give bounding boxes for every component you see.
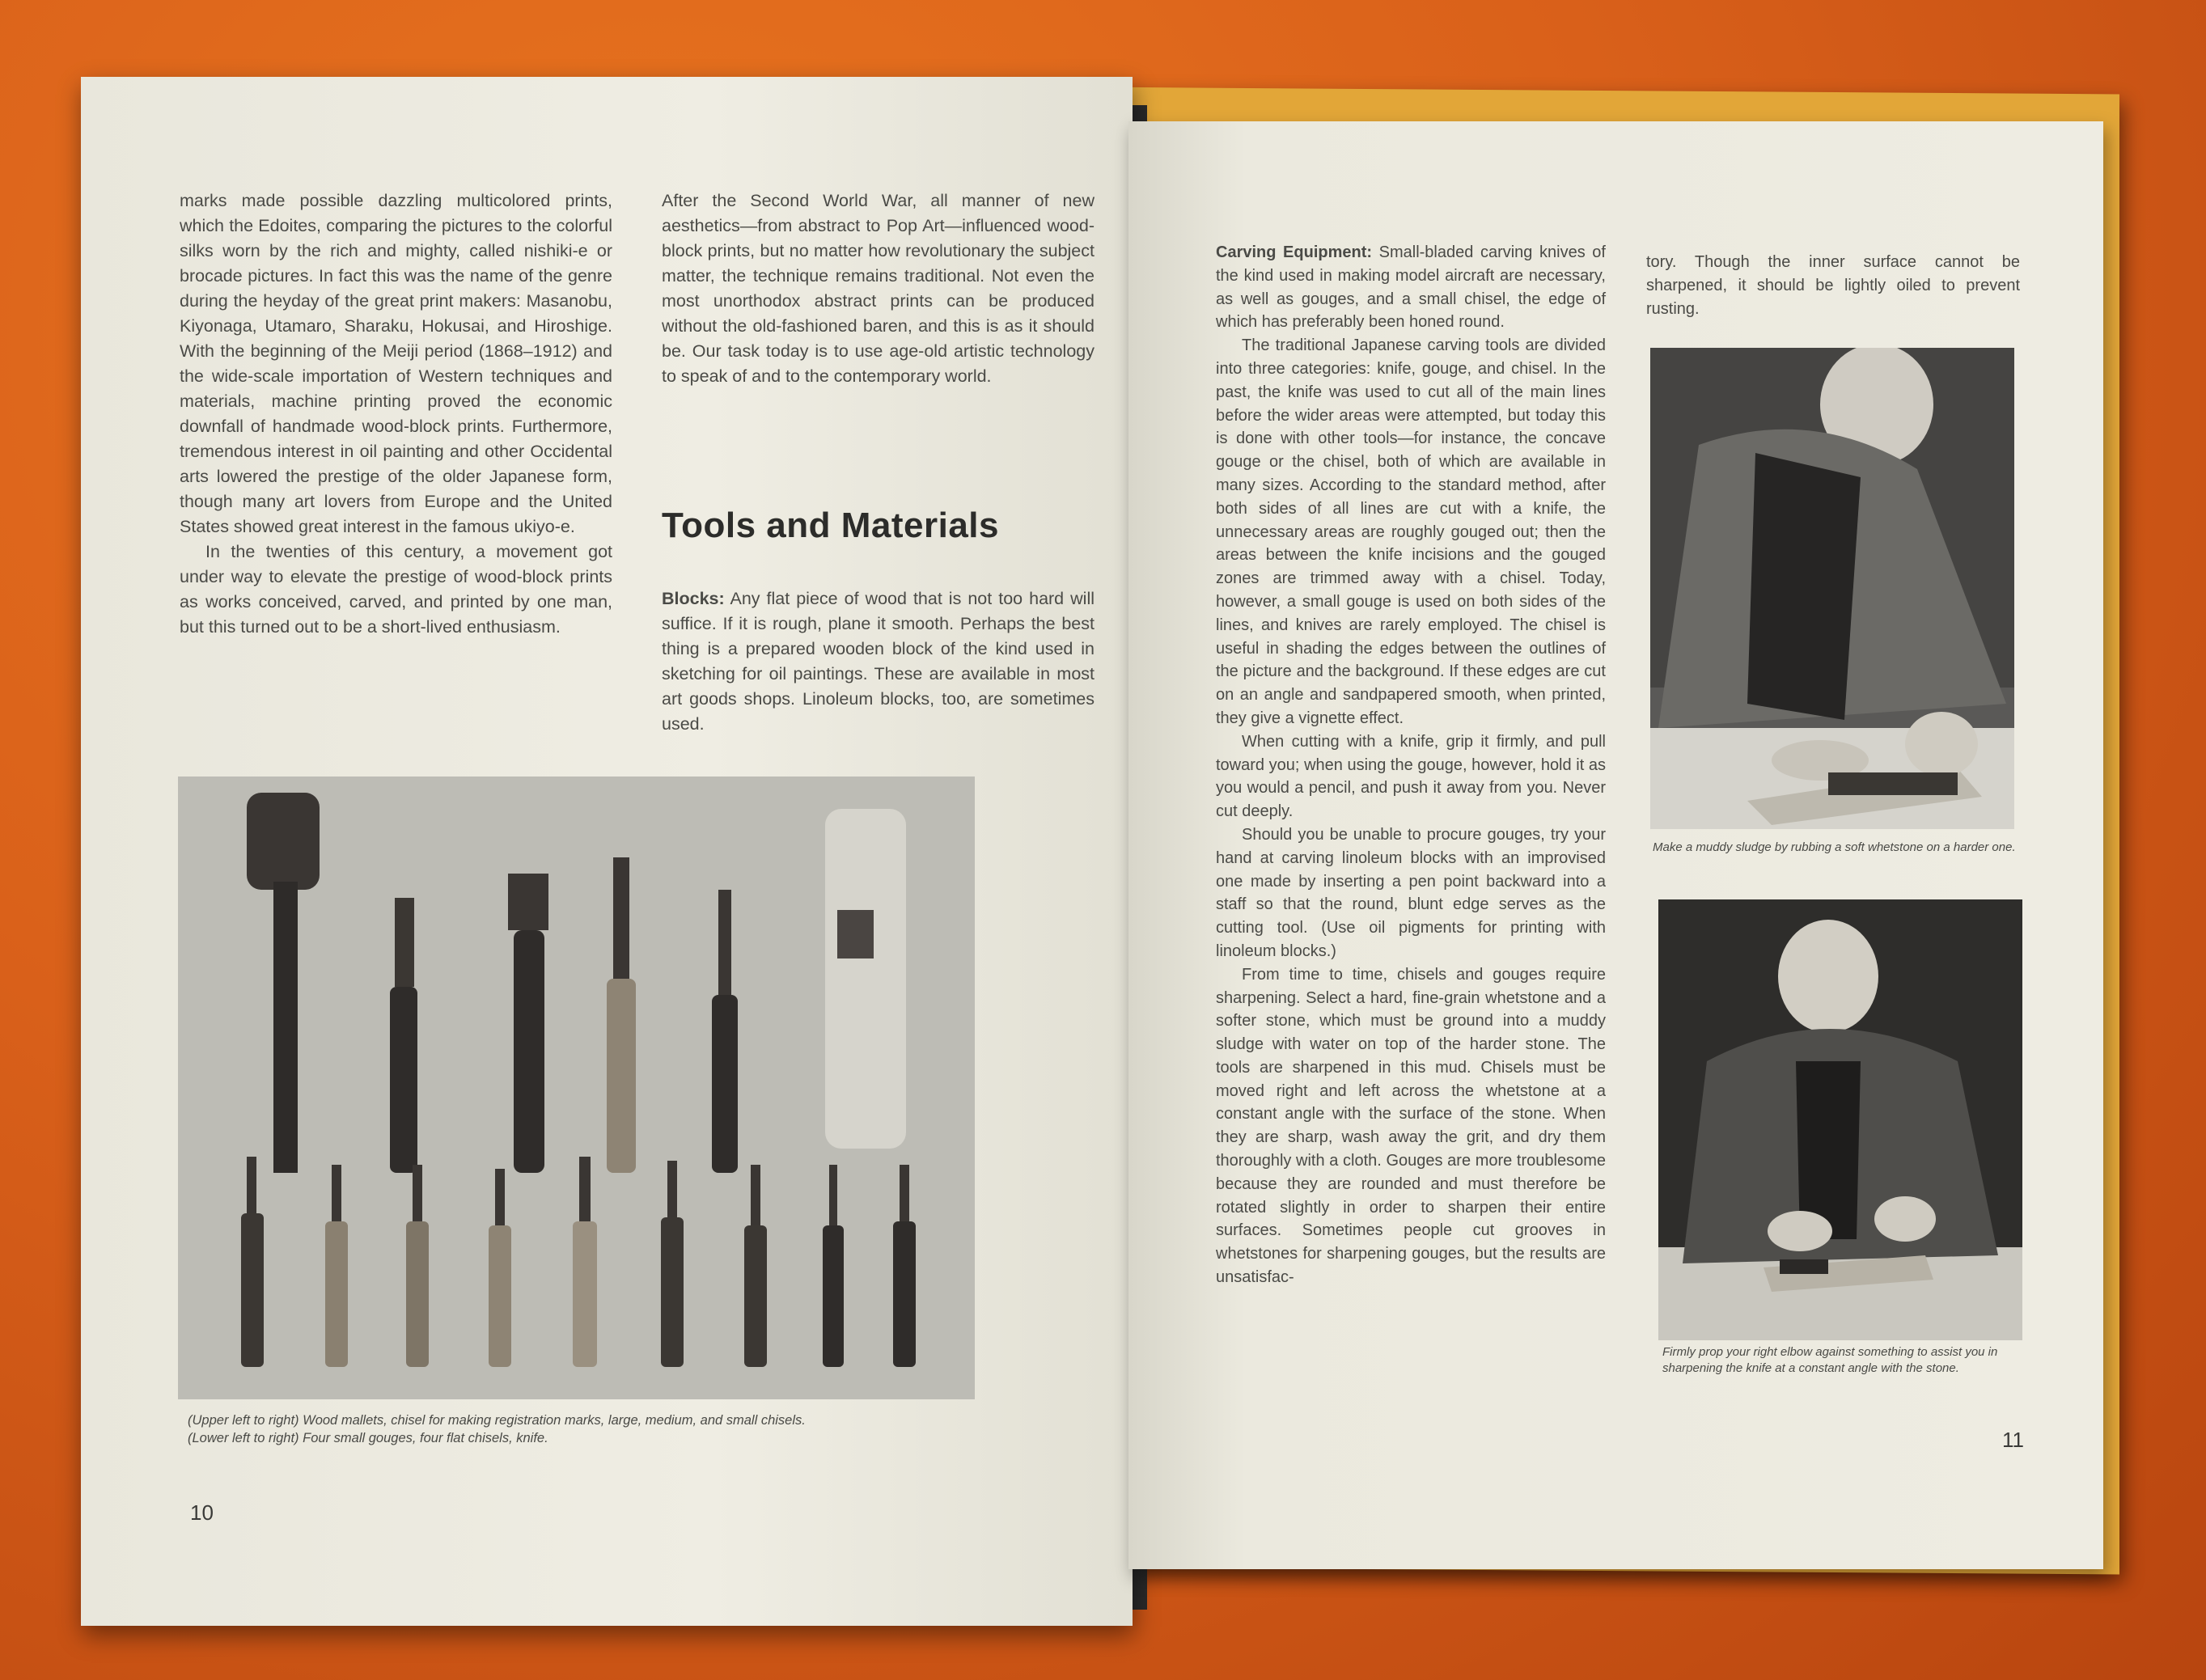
page-number-left: 10 [190,1500,214,1525]
sharpening-photo-2 [1658,899,2022,1340]
paragraph: In the twenties of this century, a movement got under way to elevate the prestige of wood-block prints as works conceived, carved, and printed by one man, but this turned out to be a short-lived enthusiasm. [180,542,612,637]
left-column-1 [180,188,612,640]
right-page [1128,121,2103,1569]
man-sharpening-knife-image [1658,899,2022,1340]
right-column-2 [1646,251,2020,320]
paragraph: The traditional Japanese carving tools are divided into three categories: knife, gouge, and chisel. In the past, the knife was used to cut all of the main lines before the wider areas were attempted, but today this is done with other tools—for instance, the concave gouge or the chisel, both of which are available in many sizes. According to the standard method, after both sides of all lines are cut with a knife, the unnecessary areas are roughly gouged out; then the areas between the knife incisions and the gouged zones are trimmed away with a chisel. Today, however, a small gouge is used on both sides of the lines, and knives are rarely employed. The chisel is useful in shading the edges between the outlines of the picture and the background. If these edges are cut on an angle and sandpapered smooth, when printed, they give a vignette effect. [1216,336,1606,727]
page-number-right: 11 [2002,1428,2024,1452]
paragraph: When cutting with a knife, grip it firmly, and pull toward you; when using the gouge, however, hold it as you would a pencil, and push it away from you. Never cut deeply. [1216,732,1606,821]
carving-text: Small-bladed carving knives of the kind used in making model aircraft are necessary, as well as gouges, and a small chisel, the edge of which has preferably been honed round. [1216,243,1606,332]
paragraph: From time to time, chisels and gouges require sharpening. Select a hard, fine-grain whetstone and a softer stone, which must be ground into a muddy sludge with water on top of the harder stone. The tools are sharpened in this mud. Chisels must be moved right and left across the whetstone at a constant angle with the surface of the stone. When they are sharp, wash away the grit, and dry them thoroughly with a cloth. Gouges are more troublesome because they are rounded and must therefore be rotated slightly in order to sharpen their entire surfaces. Sometimes people cut grooves in whetstones for sharpening gouges, but the results are unsatisfac- [1216,965,1606,1287]
paragraph [662,586,1095,737]
photo-1-caption: Make a muddy sludge by rubbing a soft whetstone on a harder one. [1653,840,2016,854]
blocks-text: Any flat piece of wood that is not too hard will suffice. If it is rough, plane it smooth. Perhaps the best thing is a prepared wooden block of the kind used in sketching for oil paintings. These are available in most art goods shops. Linoleum blocks, too, are sometimes used. [662,589,1095,734]
paragraph [1216,241,1606,334]
man-rubbing-whetstone-image [1650,348,2014,829]
carving-lead: Carving Equipment: [1216,243,1373,261]
section-heading: Tools and Materials [662,506,999,545]
paragraph: Should you be unable to procure gouges, try your hand at carving linoleum blocks with an improvised one made by inserting a pen point backward into a staff so that the round, blunt edge serves as the cutting tool. (Use oil pigments for printing with linoleum blocks.) [1216,825,1606,960]
tools-photo [178,777,975,1399]
paragraph: After the Second World War, all manner of new aesthetics—from abstract to Pop Art—influenced wood-block prints, but no matter how revolutionary the subject matter, the technique remains traditional. Not even the most unorthodox abstract prints can be produced without the old-fashioned baren, and this is as it should be. Our task today is to use age-old artistic technology to speak of and to the contemporary world. [662,191,1095,386]
photo-2-caption: Firmly prop your right elbow against something to assist you in sharpening the knife at a constant angle with the stone. [1662,1345,1998,1375]
left-page [81,77,1133,1626]
paragraph: tory. Though the inner surface cannot be sharpened, it should be lightly oiled to prevent rusting. [1646,253,2020,318]
right-column-1 [1216,241,1606,1289]
carving-tools-image [178,777,975,1399]
paragraph: marks made possible dazzling multicolored prints, which the Edoites, comparing the pictures to the colorful silks worn by the rich and mighty, called nishiki-e or brocade pictures. In fact this was the name of the genre during the heyday of the great print makers: Masanobu, Kiyonaga, Utamaro, Sharaku, Hokusai, and Hiroshige. With the beginning of the Meiji period (1868–1912) and the wide-scale importation of Western techniques and materials, machine printing proved the economic downfall of handmade wood-block prints. Furthermore, tremendous interest in oil painting and other Occidental arts lowered the prestige of the older Japanese form, though many art lovers from Europe and the United States showed great interest in the famous ukiyo-e. [180,191,612,536]
blocks-lead: Blocks: [662,589,725,608]
tools-photo-caption: (Upper left to right) Wood mallets, chisel for making registration marks, large, medium, and small chisels. (Lower left to right) Four small gouges, four flat chisels, knife. [188,1413,806,1445]
left-column-2 [662,188,1095,389]
sharpening-photo-1 [1650,348,2014,829]
blocks-section [662,586,1095,737]
